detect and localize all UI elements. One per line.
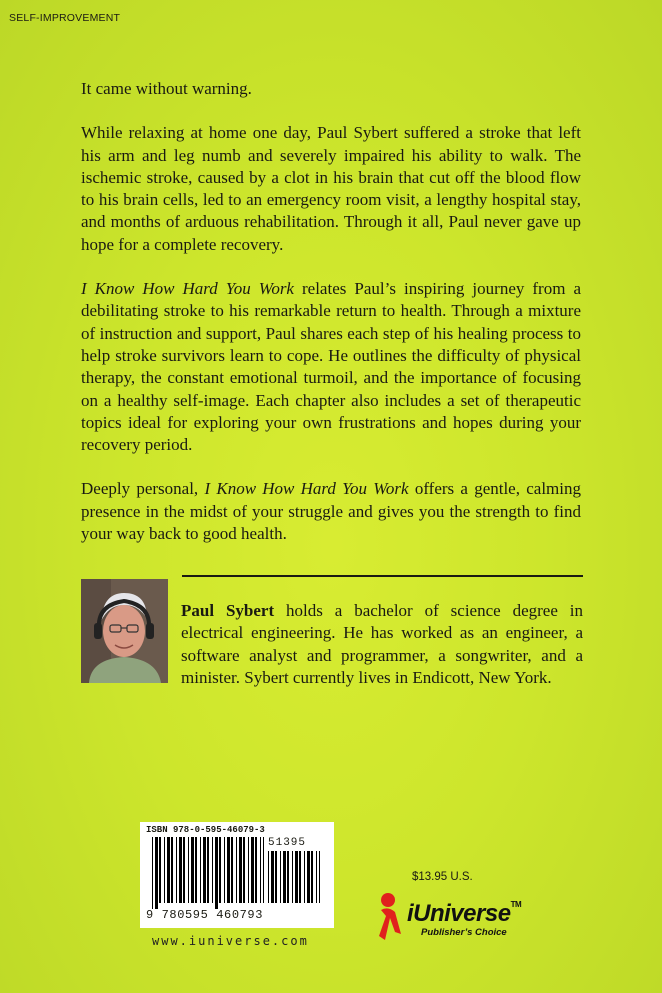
ribbon-icon: [375, 890, 409, 945]
book-title: I Know How Hard You Work: [81, 279, 294, 299]
publisher-tagline: Publisher’s Choice: [421, 927, 507, 938]
blurb-paragraph-2: While relaxing at home one day, Paul Sybert suffered a stroke that left his arm and leg numb and severely impaired his ability to walk. The ischemic stroke, caused by a clot in his brain that cut off the blood flow to his brain cells, led to an emergency room visit, a lengthy hospital stay, and months of arduous rehabilitation. Through it all, Paul never gave up hope for a complete recovery.: [81, 123, 581, 254]
price-barcode-bars: [268, 851, 320, 909]
isbn-number: ISBN 978-0-595-46079-3: [146, 825, 265, 835]
blurb-paragraph-4-pre: Deeply personal,: [81, 479, 205, 499]
author-bio-text: holds a bachelor of science degree in electrical engineering. He has worked as an engineer, a software analyst and programmer, a songwriter, and a minister. Sybert currently lives in Endicott, New York.: [181, 601, 583, 687]
author-bio: [181, 600, 583, 689]
blurb-paragraph-3: [81, 278, 581, 456]
iuniverse-logo: [375, 890, 525, 945]
author-photo: [81, 579, 168, 683]
category-label: SELF-IMPROVEMENT: [9, 12, 121, 24]
trademark-mark: TM: [510, 900, 522, 909]
price-code: 51395: [268, 837, 307, 849]
blurb-paragraph-3-text: relates Paul’s inspiring journey from a debilitating stroke to his remarkable return to health. Through a mixture of instruction and support, Paul shares each step of his healing process to help stroke survivors learn to cope. He outlines the difficulty of physical therapy, the constant emotional turmoil, and the importance of focusing on a healthy self-image. Each chapter also includes a set of therapeutic topics ideal for exploring your own frustrations and hopes during your recovery period.: [81, 279, 582, 455]
back-cover-blurb: [81, 78, 581, 567]
blurb-paragraph-1: It came without warning.: [81, 79, 252, 98]
publisher-website: www.iuniverse.com: [152, 934, 309, 948]
blurb-paragraph-4-post: offers a gentle, calming presence in the midst of your struggle and gives you the strength to find your way back to good health.: [81, 479, 581, 544]
barcode-digits: 9 780595 460793: [146, 908, 264, 922]
book-title: I Know How Hard You Work: [204, 479, 409, 499]
barcode-bars: [152, 837, 264, 909]
publisher-name: [407, 900, 521, 928]
blurb-paragraph-4: [81, 478, 581, 545]
author-name: Paul Sybert: [181, 601, 275, 620]
isbn-barcode: [140, 822, 334, 928]
divider-rule: [182, 575, 583, 577]
publisher-name-text: iUniverse: [407, 900, 511, 927]
price-label: $13.95 U.S.: [412, 871, 473, 883]
